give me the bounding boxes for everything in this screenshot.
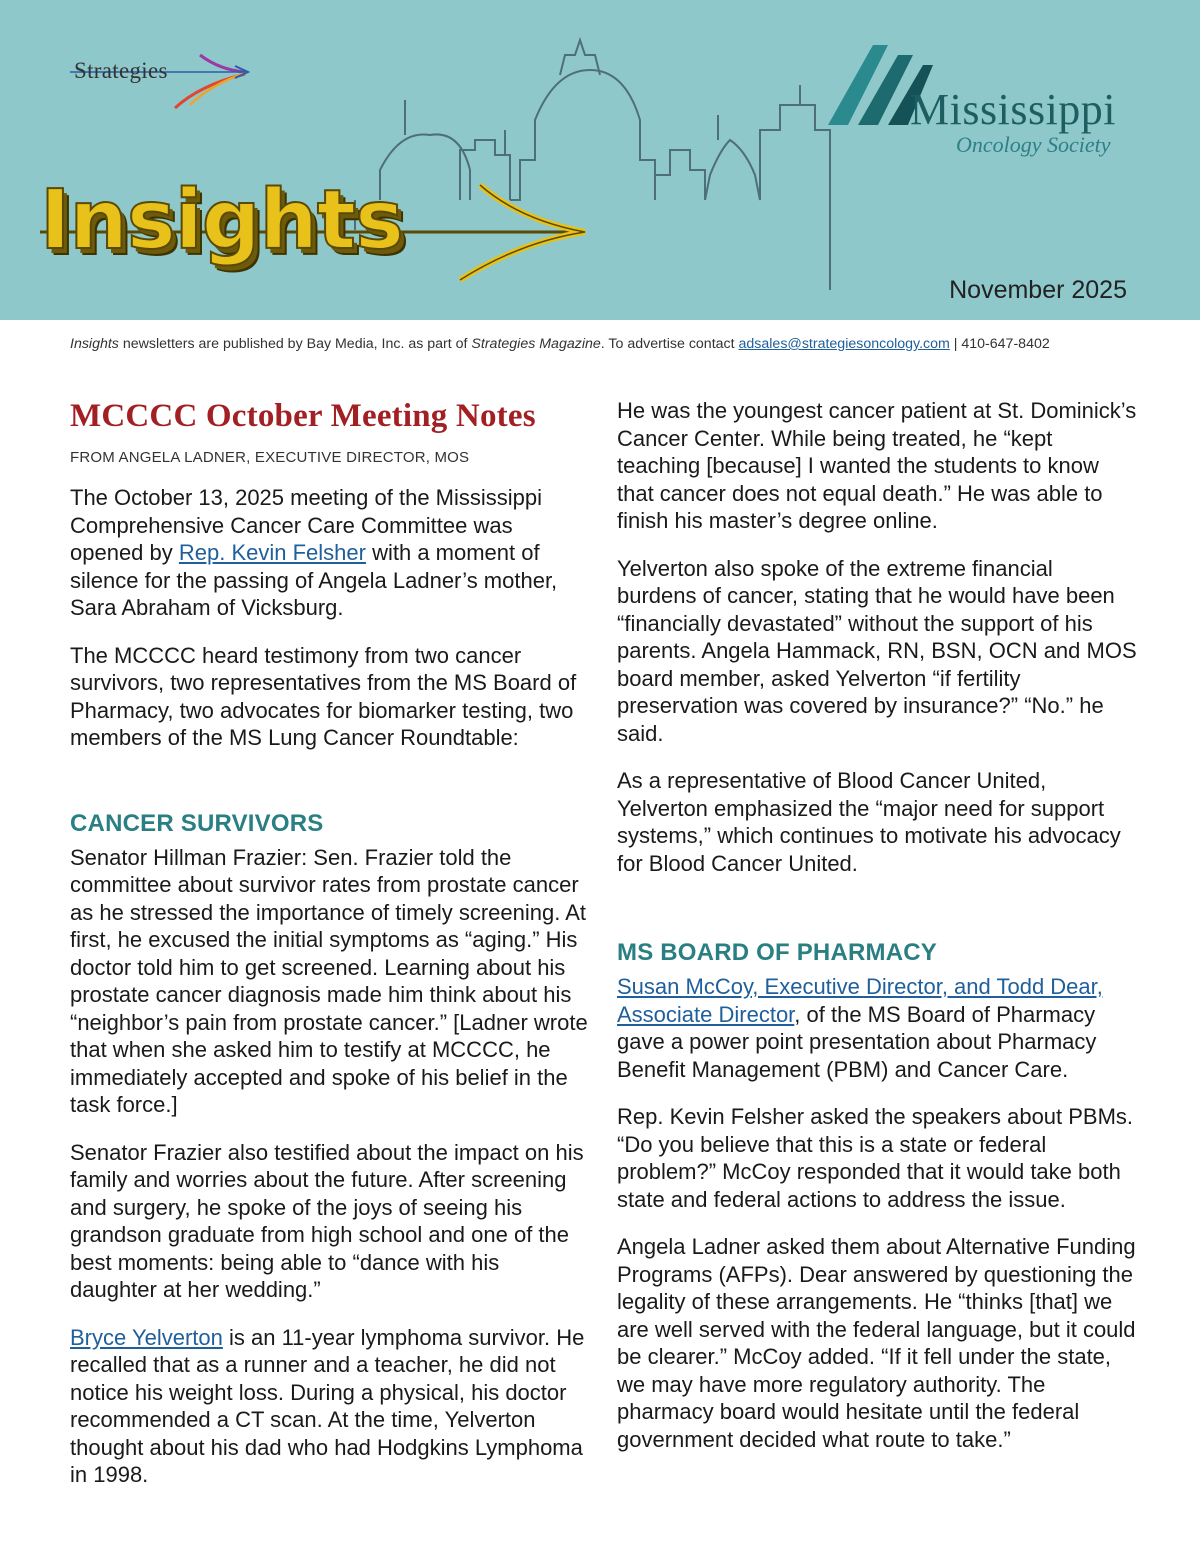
insights-logo <box>40 173 600 290</box>
issue-date: November 2025 <box>949 276 1127 304</box>
section-heading-ms-board-of-pharmacy: MS BOARD OF PHARMACY <box>617 939 937 966</box>
mccoy-dear-link[interactable]: Susan McCoy, Executive Director, and Todd Dear, Associate Director <box>617 974 1103 1027</box>
paragraph-pharmacy-presentation <box>617 973 1137 1083</box>
paragraph-yelverton-text: is an 11-year lymphoma survivor. He recalled that as a runner and a teacher, he did not notice his weight loss. During a physical, his doctor recommended a CT scan. At the time, Yelverton thought about his dad who had Hodgkins Lymphoma in 1998. <box>70 1324 585 1487</box>
paragraph-opening-text-2: with a moment of silence for the passing of Angela Ladner’s mother, Sara Abraham of Vicksburg. <box>70 540 558 620</box>
left-column <box>70 390 590 1509</box>
mississippi-oncology-society-logo <box>828 40 1158 170</box>
credit-text-1: newsletters are published by Bay Media, Inc. as part of <box>118 336 472 352</box>
insights-logo-text: Insights <box>40 173 403 268</box>
paragraph-testimony: The MCCCC heard testimony from two cancer survivors, two representatives from the MS Board of Pharmacy, two advocates for biomarker testing, two members of the MS Lung Cancer Roundtable: <box>70 642 577 750</box>
paragraph-frazier: Senator Hillman Frazier: Sen. Frazier told the committee about survivor rates from prostate cancer as he stressed the importance of timely screening. At first, he excused the initial symptoms as “aging.” His doctor told him to get screened. Learning about his prostate cancer diagnosis made him think about his “neighbor’s pain from prostate cancer.” [Ladner wrote that when she asked him to testify at MCCCC, he immediately accepted and spoke of his belief in the task force.] <box>70 844 588 1117</box>
paragraph-opening-text: The October 13, 2025 meeting of the Mississippi Comprehensive Cancer Care Committee was opened by <box>70 485 543 565</box>
credit-text-2: . To advertise contact <box>600 336 739 352</box>
right-column <box>617 397 1137 1473</box>
paragraph-afp-question: Angela Ladner asked them about Alternative Funding Programs (AFPs). Dear answered by questioning the legality of these arrangements. He “thinks [that] we are well served with the federal language, but it could be clearer.” McCoy added. “If it fell under the state, we may have more regulatory authority. The pharmacy board would hesitate until the federal government decided what route to take.” <box>617 1234 1136 1452</box>
paragraph-yelverton <box>70 1324 590 1489</box>
mos-logo-title: Mississippi <box>910 85 1117 134</box>
rep-kevin-felsher-link[interactable]: Rep. Kevin Felsher <box>178 540 366 565</box>
mos-logo-subtitle: Oncology Society <box>956 132 1111 157</box>
paragraph-youngest-patient: He was the youngest cancer patient at St. Dominick’s Cancer Center. While being treated, he “kept teaching [because] I wanted the students to know that cancer does not equal death.” He was able to finish his master’s degree online. <box>617 398 1137 533</box>
paragraph-frazier-impact: Senator Frazier also testified about the impact on his family and worries about the future. After screening and surgery, he spoke of the joys of seeing his grandson graduate from high school and one of the best moments: being able to “dance with his daughter at her wedding.” <box>70 1139 584 1302</box>
credit-magazine: Strategies Magazine <box>471 336 601 352</box>
article-title: MCCCC October Meeting Notes <box>70 398 536 434</box>
article-byline: FROM ANGELA LADNER, EXECUTIVE DIRECTOR, MOS <box>70 449 470 466</box>
paragraph-pbm-question: Rep. Kevin Felsher asked the speakers about PBMs. “Do you believe that this is a state or federal problem?” McCoy responded that it would take both state and federal actions to address the issue. <box>617 1104 1134 1212</box>
paragraph-blood-cancer-united: As a representative of Blood Cancer United, Yelverton emphasized the “major need for support systems,” which continues to motivate his advocacy for Blood Cancer United. <box>617 768 1121 876</box>
bryce-yelverton-link[interactable]: Bryce Yelverton <box>70 1324 223 1350</box>
publisher-credit-line <box>70 336 1150 352</box>
credit-insights: Insights <box>70 336 119 352</box>
credit-phone: | 410-647-8402 <box>949 336 1050 352</box>
strategies-logo-text: Strategies <box>74 58 168 83</box>
advertising-email-link[interactable]: adsales@strategiesoncology.com <box>738 336 950 352</box>
paragraph-financial-burdens: Yelverton also spoke of the extreme financial burdens of cancer, stating that he would have been “financially devastated” without the support of his parents. Angela Hammack, RN, BSN, OCN and MOS board member, asked Yelverton “if fertility preservation was covered by insurance?” “No.” he said. <box>617 555 1137 746</box>
newsletter-banner <box>0 0 1200 320</box>
strategies-logo <box>70 50 260 110</box>
section-heading-cancer-survivors: CANCER SURVIVORS <box>70 809 324 837</box>
paragraph-opening <box>70 484 590 622</box>
paragraph-pharmacy-presentation-text: , of the MS Board of Pharmacy gave a power point presentation about Pharmacy Benefit Management (PBM) and Cancer Care. <box>617 1001 1097 1082</box>
